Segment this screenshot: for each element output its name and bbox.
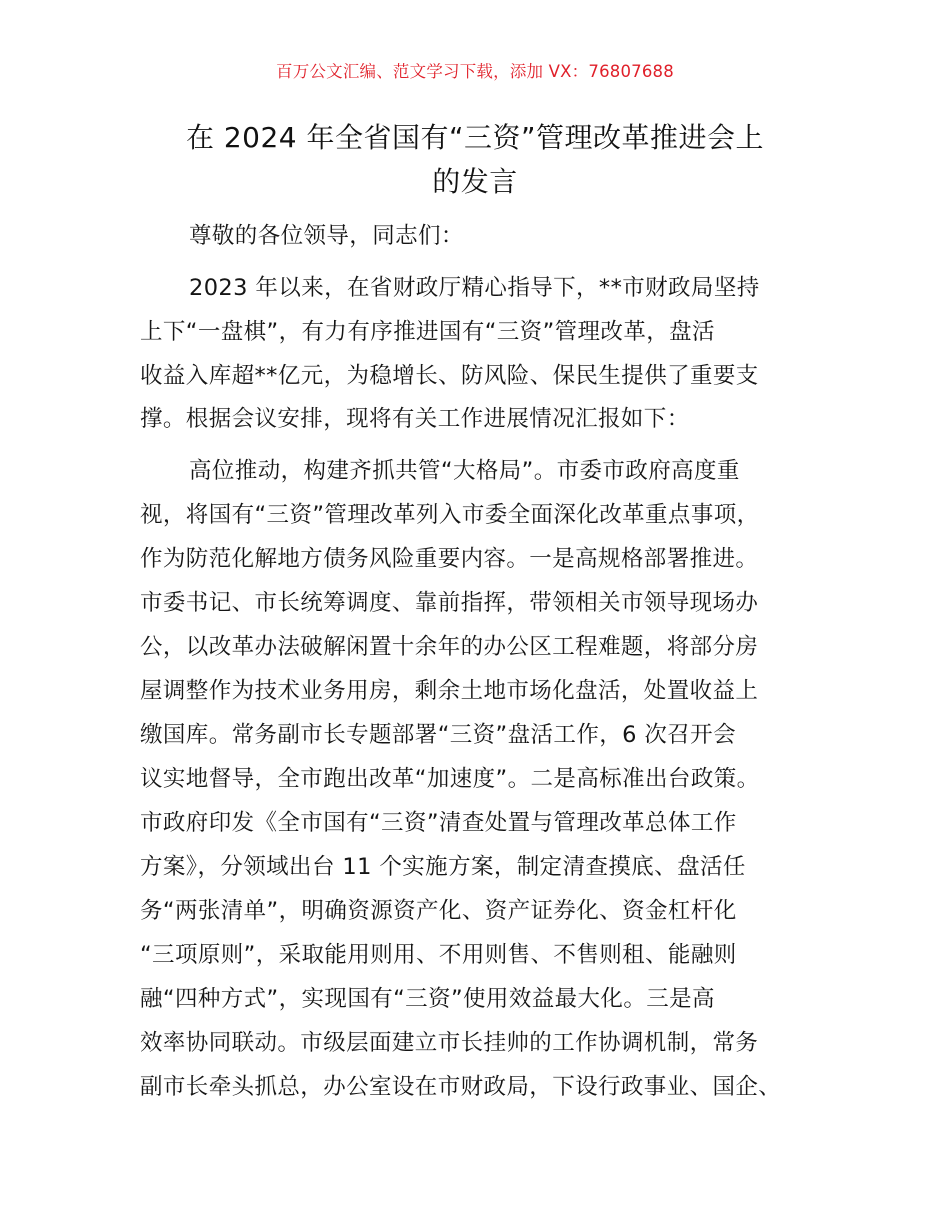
body-line: 高位推动，构建齐抓共管“大格局”。市委市政府高度重: [189, 458, 740, 484]
body-line: 收益入库超**亿元，为稳增长、防风险、保民生提供了重要支: [140, 363, 759, 389]
header-watermark: 百万公文汇编、范文学习下载，添加 VX：76807688: [276, 62, 674, 81]
body-line: 屋调整作为技术业务用房，剩余土地市场化盘活，处置收益上: [140, 678, 759, 704]
body-line: 议实地督导，全市跑出改革“加速度”。二是高标准出台政策。: [140, 766, 760, 792]
body-line: 效率协同联动。市级层面建立市长挂帅的工作协调机制，常务: [140, 1030, 759, 1056]
body-line: 上下“一盘棋”，有力有序推进国有“三资”管理改革，盘活: [140, 319, 715, 345]
body-line: 市政府印发《全市国有“三资”清查处置与管理改革总体工作: [140, 810, 737, 836]
body-line: 2023 年以来，在省财政厅精心指导下，**市财政局坚持: [189, 275, 760, 301]
body-line: 公，以改革办法破解闲置十余年的办公区工程难题，将部分房: [140, 634, 759, 660]
document-title-line-1: 在 2024 年全省国有“三资”管理改革推进会上: [185, 121, 765, 154]
body-line: “三项原则”，采取能用则用、不用则售、不售则租、能融则: [140, 942, 737, 968]
body-line: 作为防范化解地方债务风险重要内容。一是高规格部署推进。: [140, 546, 759, 572]
body-line: 方案》，分领域出台 11 个实施方案，制定清查摸底、盘活任: [140, 854, 746, 880]
document-title-line-2: 的发言: [432, 165, 518, 198]
body-line: 市委书记、市长统筹调度、靠前指挥，带领相关市领导现场办: [140, 590, 759, 616]
body-line: 视，将国有“三资”管理改革列入市委全面深化改革重点事项，: [140, 502, 760, 528]
body-line: 撑。根据会议安排，现将有关工作进展情况汇报如下：: [140, 406, 690, 432]
body-line: 尊敬的各位领导，同志们：: [189, 223, 464, 249]
body-line: 务“两张清单”，明确资源资产化、资产证券化、资金杠杆化: [140, 898, 737, 924]
body-line: 缴国库。常务副市长专题部署“三资”盘活工作，6 次召开会: [140, 722, 736, 748]
body-line: 融“四种方式”，实现国有“三资”使用效益最大化。三是高: [140, 986, 715, 1012]
body-line: 副市长牵头抓总，办公室设在市财政局，下设行政事业、国企、: [140, 1074, 782, 1100]
